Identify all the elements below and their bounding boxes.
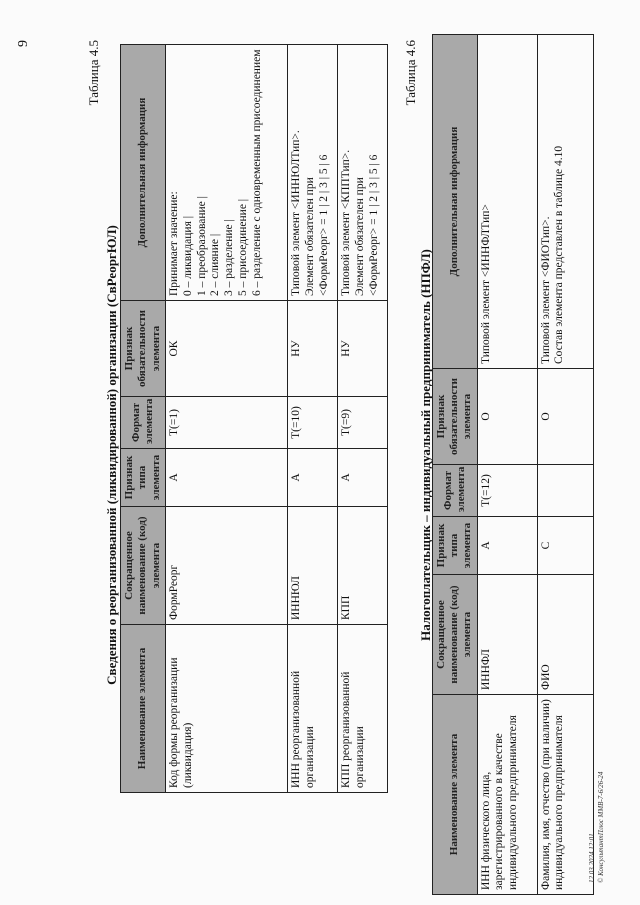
table-row	[166, 45, 288, 793]
header-cell: Признак типа элемента	[433, 517, 478, 575]
info-line: 5 – присоединение |	[236, 198, 249, 296]
page-number: 9	[16, 40, 31, 47]
info-line: Принимает значение:	[168, 191, 180, 296]
header-cell: Формат элемента	[121, 397, 166, 449]
cell-format	[537, 465, 593, 517]
cell-name: Фамилия, имя, отчество (при наличии) индивидуального предпринимателя	[537, 695, 593, 895]
table-row	[288, 45, 338, 793]
table-title: Налогоплательщик – индивидуальный предприниматель (НПФЛ)	[418, 249, 433, 641]
cell-name: КПП реорганизованной организации	[338, 625, 388, 793]
cell-required: ОК	[166, 301, 288, 397]
cell-type: А	[338, 449, 388, 507]
cell-info	[288, 45, 338, 301]
cell-format: T(=9)	[338, 397, 388, 449]
table-row	[338, 45, 388, 793]
header-cell: Наименование элемента	[121, 625, 166, 793]
cell-required: О	[537, 369, 593, 465]
header-cell: Наименование элемента	[433, 695, 478, 895]
cell-type: С	[537, 517, 593, 575]
info-line: <ФормРеорг> = 1 | 2 | 3 | 5 | 6	[367, 154, 380, 296]
cell-code: ФормРеорг	[166, 507, 288, 625]
cell-type: А	[288, 449, 338, 507]
cell-code: ИННЮЛ	[288, 507, 338, 625]
table-4-6	[432, 34, 594, 895]
footer-stamp	[588, 772, 606, 883]
cell-name: ИНН физического лица, зарегистрированного в качестве индивидуального предпринимателя	[477, 695, 537, 895]
table-header-row	[433, 35, 478, 895]
cell-info	[537, 35, 593, 369]
footer-line: © КонсультантПлюс ММВ-7-6/26-24	[597, 771, 606, 883]
cell-required: О	[477, 369, 537, 465]
info-line: 3 – разделение |	[223, 219, 236, 296]
info-line: Элемент обязателен при	[353, 177, 366, 296]
cell-format: T(=10)	[288, 397, 338, 449]
cell-code: ФИО	[537, 575, 593, 695]
info-line: <ФормРеорг> = 1 | 2 | 3 | 5 | 6	[317, 154, 330, 296]
info-line: Состав элемента представлен в таблице 4.10	[553, 145, 566, 364]
cell-required: НУ	[338, 301, 388, 397]
header-cell: Признак обязательности элемента	[121, 301, 166, 397]
info-line: 1 – преобразование |	[195, 196, 208, 296]
info-line: Типовой элемент <ФИОТип>.	[539, 216, 552, 364]
cell-required: НУ	[288, 301, 338, 397]
cell-name: Код формы реорганизации (ликвидация)	[166, 625, 288, 793]
cell-name: ИНН реорганизованной организации	[288, 625, 338, 793]
header-cell: Сокращенное наименование (код) элемента	[121, 507, 166, 625]
footer-line: 12.03.2024 12:01	[588, 833, 596, 883]
table-caption: Таблица 4.5	[86, 40, 101, 106]
cell-code: КПП	[338, 507, 388, 625]
cell-type: А	[166, 449, 288, 507]
header-cell: Формат элемента	[433, 465, 478, 517]
info-line: 0 – ликвидация |	[181, 215, 194, 296]
table-row	[537, 35, 593, 895]
info-line: Типовой элемент <КППТип>.	[340, 149, 352, 296]
cell-type: А	[477, 517, 537, 575]
table-title: Сведения о реорганизованной (ликвидированной) организации (СвРеоргЮЛ)	[104, 225, 119, 685]
info-line: 2 – слияние |	[209, 233, 222, 296]
header-cell: Дополнительная информация	[121, 45, 166, 301]
cell-info	[338, 45, 388, 301]
cell-info	[477, 35, 537, 369]
cell-format: T(=12)	[477, 465, 537, 517]
info-line: Элемент обязателен при	[303, 177, 316, 296]
table-4-5	[120, 44, 388, 793]
table-header-row	[121, 45, 166, 793]
cell-info	[166, 45, 288, 301]
header-cell: Дополнительная информация	[433, 35, 478, 369]
header-cell: Признак типа элемента	[121, 449, 166, 507]
info-line: Типовой элемент <ИННФЛТип>	[479, 204, 492, 364]
header-cell: Сокращенное наименование (код) элемента	[433, 575, 478, 695]
info-line: 6 – разделение с одновременным присоединением	[250, 49, 263, 296]
header-cell: Признак обязательности элемента	[433, 369, 478, 465]
cell-code: ИННФЛ	[477, 575, 537, 695]
table-caption: Таблица 4.6	[403, 40, 418, 106]
cell-format: T(=1)	[166, 397, 288, 449]
info-line: Типовой элемент <ИННЮЛТип>.	[290, 130, 302, 296]
table-row	[477, 35, 537, 895]
